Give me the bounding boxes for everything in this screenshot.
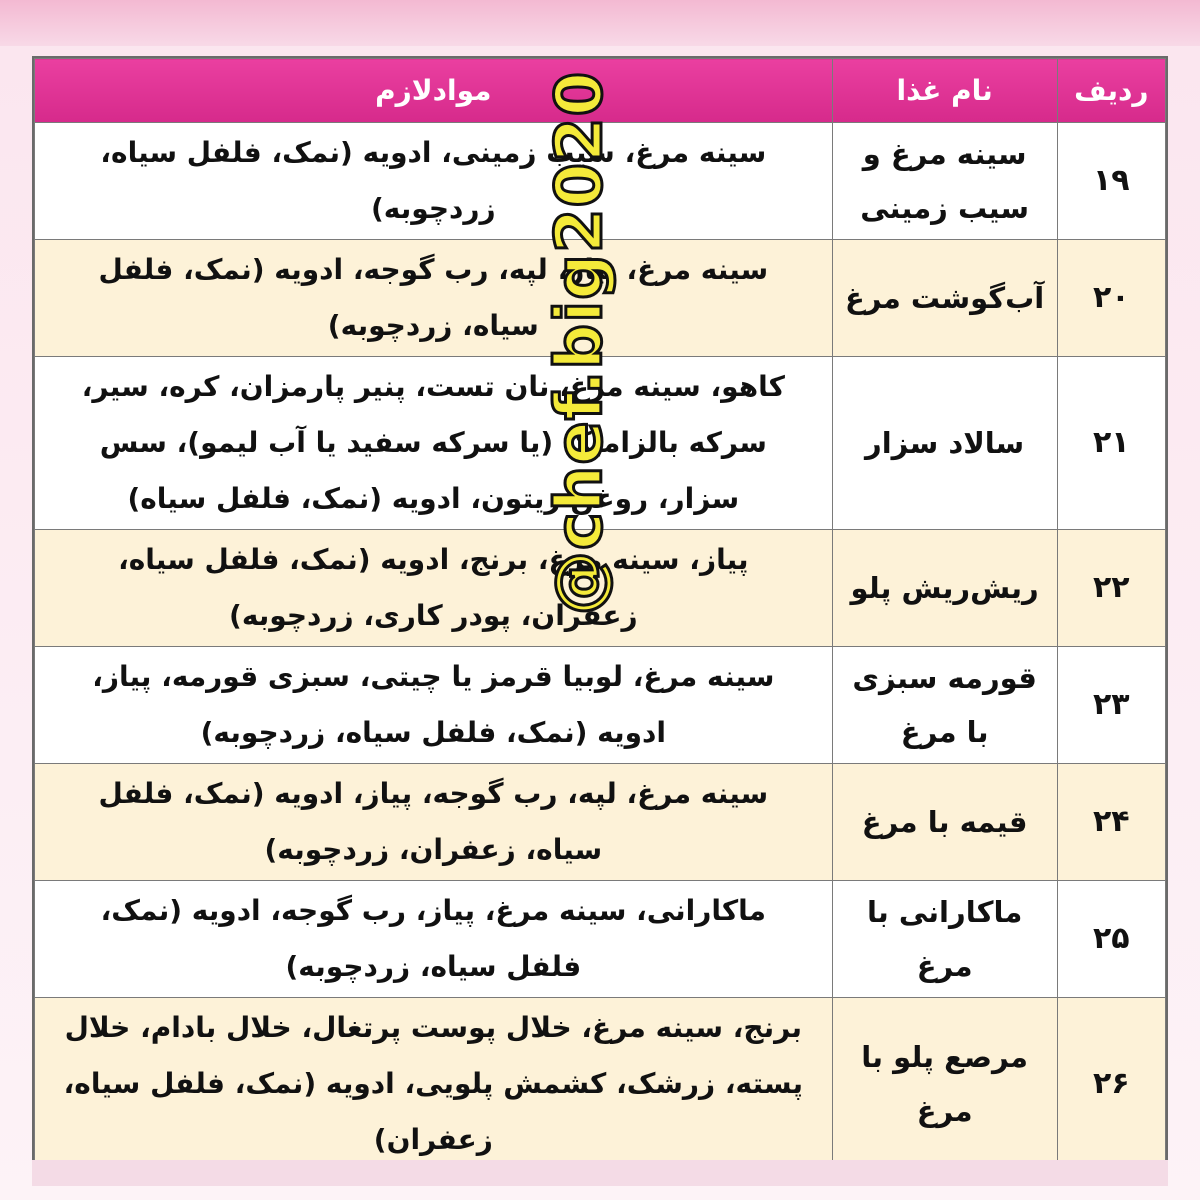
ingredients: ماکارانی، سینه مرغ، پیاز، رب گوجه، ادویه (نمک، فلفل سیاه، زردچوبه)	[35, 881, 833, 998]
ingredients: سینه مرغ، لپه، رب گوجه، پیاز، ادویه (نمک، فلفل سیاه، زعفران، زردچوبه)	[35, 764, 833, 881]
header-food-name: نام غذا	[832, 59, 1057, 123]
food-name: قیمه با مرغ	[832, 764, 1057, 881]
header-row-number: ردیف	[1057, 59, 1165, 123]
ingredients: سینه مرغ، سیب زمینی، ادویه (نمک، فلفل سیاه، زردچوبه)	[35, 123, 833, 240]
top-decor-band	[0, 0, 1200, 46]
food-name: ماکارانی با مرغ	[832, 881, 1057, 998]
food-name: سینه مرغ و سیب زمینی	[832, 123, 1057, 240]
row-number: ۲۵	[1057, 881, 1165, 998]
row-number: ۲۴	[1057, 764, 1165, 881]
row-number: ۲۰	[1057, 240, 1165, 357]
ingredients: سینه مرغ، لوبیا قرمز یا چیتی، سبزی قورمه، پیاز، ادویه (نمک، فلفل سیاه، زردچوبه)	[35, 647, 833, 764]
food-name: مرصع پلو با مرغ	[832, 998, 1057, 1171]
row-number: ۲۲	[1057, 530, 1165, 647]
ingredients: کاهو، سینه مرغ، نان تست، پنیر پارمزان، کره، سیر، سرکه بالزامیک (یا سرکه سفید یا آب لیمو)، سس سزار، روغن زیتون، ادویه (نمک، فلفل سیاه)	[35, 357, 833, 530]
row-number: ۲۶	[1057, 998, 1165, 1171]
ingredients: پیاز، سینه مرغ، برنج، ادویه (نمک، فلفل سیاه، زعفران، پودر کاری، زردچوبه)	[35, 530, 833, 647]
row-number: ۲۳	[1057, 647, 1165, 764]
table-row	[35, 881, 1166, 998]
row-number: ۱۹	[1057, 123, 1165, 240]
food-name: قورمه سبزی با مرغ	[832, 647, 1057, 764]
bottom-decor-band	[32, 1160, 1168, 1186]
table-row	[35, 764, 1166, 881]
table-row	[35, 647, 1166, 764]
food-name: ریش‌ریش پلو	[832, 530, 1057, 647]
table-row	[35, 998, 1166, 1171]
header-ingredients: موادلازم	[35, 59, 833, 123]
watermark-handle: @chef.big2020	[542, 70, 617, 616]
ingredients: برنج، سینه مرغ، خلال پوست پرتغال، خلال بادام، خلال پسته، زرشک، کشمش پلویی، ادویه (نمک، فلفل سیاه، زعفران)	[35, 998, 833, 1171]
ingredients: سینه مرغ، پیاز، لپه، رب گوجه، ادویه (نمک، فلفل سیاه، زردچوبه)	[35, 240, 833, 357]
food-name: سالاد سزار	[832, 357, 1057, 530]
row-number: ۲۱	[1057, 357, 1165, 530]
food-name: آب‌گوشت مرغ	[832, 240, 1057, 357]
